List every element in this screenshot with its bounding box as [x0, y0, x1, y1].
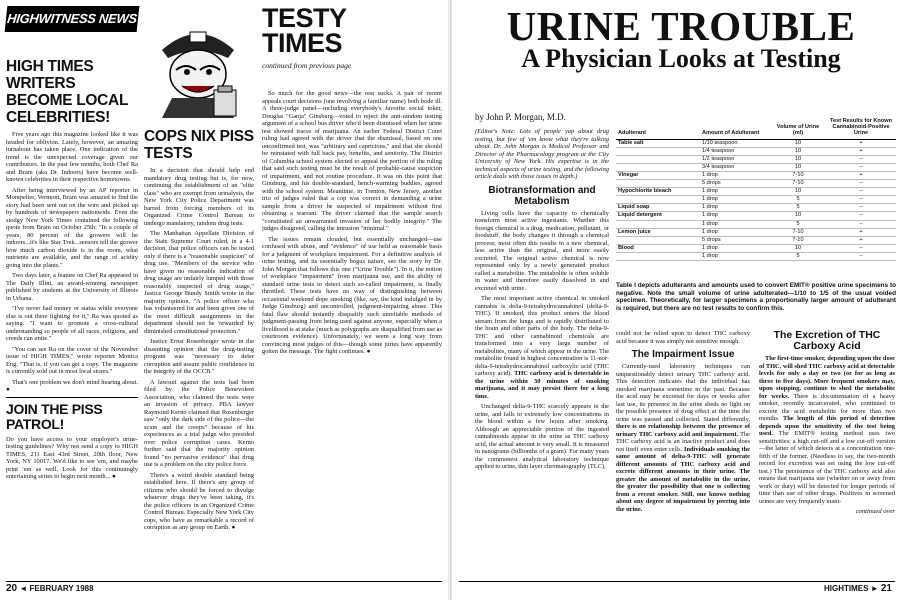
paragraph: A lawsuit against the tests had been filed by the Police Benevolent Association, who claimed the tests were an invasion of privacy. PBA lawyer Raymond Kerno claimed that Rosenberger saw "only the dark side of the police—the scum and the creeps" because of his experiences as a trial judge who presided over police corruption cases. Kerno further said that the majority opinion found "no pervasive evidence" that drug use is a problem on the city police force.: [144, 378, 254, 468]
table-cell: –: [826, 188, 896, 196]
paragraph: Justice Ernst Rosenberger wrote in the dissenting opinion that the drug-testing program was "necessary to deter corruption and assure public confidence in the integrity of the OCCB.": [144, 338, 254, 375]
table-row: [616, 155, 896, 163]
table-header-row: [616, 118, 896, 139]
table-row: [616, 171, 896, 179]
table-cell: 7-10: [770, 228, 826, 236]
folio-month: FEBRUARY 1988: [29, 584, 94, 593]
table-cell: –: [826, 244, 896, 252]
right-folio: [824, 583, 892, 594]
table-cell: 1/10 teaspoon: [700, 139, 770, 147]
bold-text: there is no relationship between the presence of urinary THC carboxy acid and impairment.: [616, 423, 750, 438]
left-column-1: [6, 58, 138, 570]
table-cell: 7-10: [770, 171, 826, 179]
table-cell: Vinegar: [616, 171, 700, 179]
table-row: [616, 228, 896, 236]
paragraph: There's a weird double standard being established here. If there's any group of citizens who should be forced to divulge whatever drugs they've been taking, it's the police officers in an Organized Crime Control Bureau. Especially New York City cops, who have as remarkable a record of corruption as any group on Earth. ●: [144, 471, 254, 531]
table-cell: +: [826, 139, 896, 147]
title-line: TIMES: [262, 28, 343, 58]
table-cell: 1 drop: [700, 252, 770, 260]
table-cell: –: [826, 196, 896, 204]
paragraph: [759, 355, 895, 505]
table-cell: [616, 220, 700, 228]
paragraph: In a decision that should help end mandatory drug testing but is, for now, continuing the establishment of an "elite class" who are exempt from urinalysis, the New York City Police Department was barred from forcing members of its Organized Crime Control Bureau to undergo mandatory, random drug tests.: [144, 167, 254, 227]
continued-from-note: continued from previous page: [262, 61, 352, 70]
table-cell: –: [826, 163, 896, 171]
table-row: [616, 212, 896, 220]
right-column-2: [616, 330, 750, 572]
table-cell: 5 drops: [700, 180, 770, 188]
paragraph: [475, 295, 609, 400]
story-piss-patrol: [6, 436, 138, 481]
column-header: Test Results for Known Cannabinoid-Positive Urine: [826, 118, 896, 139]
table-cell: –: [826, 220, 896, 228]
paragraph: Living cells have the capacity to chemically transform most active ingestants. Whether this foreign chemical is a drug, medication, pollutant, or foodstuff, the body changes it through a chemical process; most often this results in a new chemical, less active than the original, and more easily excreted. The original active chemical is now represented only by a newly generated product called a metabolite. The metabolite is often soluble in water and therefore easily dissolved in and excreted with urine.: [475, 209, 609, 292]
table-cell: 10: [770, 163, 826, 171]
table-cell: Liquid soap: [616, 204, 700, 212]
paragraph: Do you have access to your employer's urine-testing guidelines? Why not send a copy to HIGH TIMES, 211 East 43rd Street, 20th floor, New York, NY 10017. We'd like to see 'em, and maybe print 'em as well. Look for this continuingly entertaining series to begin next month... ●: [6, 435, 138, 480]
table-row: [616, 188, 896, 196]
footer-rule: [6, 581, 442, 582]
table-cell: Table salt: [616, 139, 700, 147]
table-row: [616, 147, 896, 155]
paragraph: After being interviewed by an AP reporter in Montpelier, Vermont, Bram was amazed to find the story had been sent out on the wire and picked up by hundreds of newspapers nationwide. Even the stodgy New York Times contained the following quote from Bram on October 25th: "In a couple of years, 80 percent of the growers will be indoors...it's like Star Trek...sensors tell the grower how much carbon dioxide is in the room, what nutrients are available, and the range of acidity going into the plants.": [6, 186, 138, 269]
column-header: Amount of Adulterant: [700, 118, 770, 139]
table-cell: Blood: [616, 244, 700, 252]
table-cell: 3/4 teaspoon: [700, 163, 770, 171]
table-cell: –: [826, 212, 896, 220]
bold-text: Individuals smoking the same amount of delta-9-THC will generate different amounts of THC carboxy acid and excrete different amounts in their urine. The greater the amount of metabolite in the urine, the greater the possibility that one is collecting from a recent smoker. Still, one knows nothing about any degree of impairment by peering into the urine.: [616, 445, 750, 513]
table-cell: 1 drop: [700, 196, 770, 204]
right-column-3: [759, 330, 895, 572]
left-folio: [6, 583, 94, 594]
page-number: 21: [880, 583, 892, 594]
table-cell: 1 drop: [700, 204, 770, 212]
table-row: [616, 163, 896, 171]
table-cell: 1 drop: [700, 188, 770, 196]
arrow-right-icon: ►: [870, 584, 879, 593]
title-line: TESTY: [262, 3, 347, 33]
continued-over-note: continued over: [855, 508, 895, 515]
table-cell: 5: [770, 252, 826, 260]
footer-rule: [459, 581, 895, 582]
table-row: [616, 252, 896, 260]
subhead-biotransformation: Biotransformation and Metabolism: [488, 184, 596, 207]
paragraph: The issues remain clouded, but essentially unchanged—use confused with abuse, and "evidence" of use held as reasonable basis for a judgment of workplace impairment. For a definitive analysis of urine testing, and its essentially bogus nature, see the story by Dr. John Morgan that follows this one ("Urine Trouble"). In it, the notion of workplace "impairment" from marijuana use, and the ability of standard urine tests to detect such so-called impairment, is finally throttled. These tests have no way of distinguishing between occasional weekend dope smoking (like, say, the kind indulged in by Judge Ginsburg) and uncontrolled, judgment-impairing abuse. This fatal flaw should instantly disqualify such unreliable methods of judgment-passing from being used against anyone, especially when a livelihood is at stake (much as polygraphs are disqualified from use as courtroom evidence). Unfortunately, we seem a long way from convincing most judges of this—though some juries have apparently gotten the message. The fight continues. ●: [262, 235, 442, 355]
table-cell: 1/4 teaspoon: [700, 147, 770, 155]
table-cell: [616, 236, 700, 244]
table-cell: 1 drop: [700, 212, 770, 220]
table-cell: [616, 147, 700, 155]
paragraph: That's one problem we don't mind hearing about. ●: [6, 378, 138, 393]
table-cell: 1 drop: [700, 171, 770, 179]
table-cell: +: [826, 147, 896, 155]
headline-cops-nix-piss-tests: COPS NIX PISS TESTS: [144, 128, 254, 162]
table-cell: 1/2 teaspoon: [700, 155, 770, 163]
folio-label: HIGHTIMES: [824, 584, 869, 593]
table-cell: +: [826, 236, 896, 244]
table-row: [616, 244, 896, 252]
table-cell: 10: [770, 155, 826, 163]
paragraph-text: There is documentation of a heavy smoker, recently incarcerated, who continued to excrete the acid metabolite for more than two months.: [759, 392, 895, 422]
article-subtitle: A Physician Looks at Testing: [521, 44, 841, 73]
right-column-1: [475, 128, 609, 572]
article-title: URINE TROUBLE: [506, 3, 856, 49]
table-cell: [616, 196, 700, 204]
table-cell: [616, 252, 700, 260]
table-cell: 7-10: [770, 180, 826, 188]
story-cops-nix: [144, 167, 254, 532]
bold-text: The first-time smoker, depending upon the dose of THC, will shed THC carboxy acid at detectable levels for only a day or two (or for as long as three to five days). More frequent smokers may, upon stopping, continue to shed the metabolite for weeks.: [759, 355, 895, 400]
table-cell: Hypochlorite bleach: [616, 188, 700, 196]
table-cell: Lemon juice: [616, 228, 700, 236]
table-cell: 5 drops: [700, 236, 770, 244]
table-row: [616, 139, 896, 147]
paragraph-text: The EMIT® testing method uses two sensitivities: a high cut-off and a low cut-off version—the latter of which detects at a concentration one-fifth of the former. (Needless to say, the two-month record for excretion was set using the low cut-off test.) The persistence of the THC carboxy acid also means that marijuana use (whether on or away from work or duty) will be detected for longer periods of time than use of other drugs. Positives in screened urines are very frequently mani-: [759, 430, 895, 505]
table-cell: 10: [770, 244, 826, 252]
paragraph: "I've never had money or status while everyone else is out there fighting for it," Ra was quoted as saying. "I want to promote a cross-cultural understanding so people of all races, religions, and creeds can unite.": [6, 305, 138, 342]
masthead: HIGHWITNESS NEWS: [5, 6, 140, 32]
left-column-2: [144, 128, 254, 570]
table-row: [616, 196, 896, 204]
table-cell: 5: [770, 220, 826, 228]
table-row: [616, 204, 896, 212]
column-header: Volume of Urine (ml): [770, 118, 826, 139]
byline: by John P. Morgan, M.D.: [475, 112, 566, 122]
table-caption: Table I depicts adulterants and amounts used to convert EMIT® positive urine specimens to negative. Note the small volume of urine adulterated—1/10 to 1/5 of the usual voided specimen. Theoretically, for larger specimens a proportionally larger amount of adulterant is required, but there are no test results to confirm this.: [616, 282, 896, 312]
subhead-excretion: The Excretion of THC Carboxy Acid: [773, 330, 881, 352]
testy-times-title: [262, 3, 347, 58]
table-cell: 10: [770, 212, 826, 220]
table-cell: 1 drop: [700, 244, 770, 252]
paragraph: Five years ago this magazine looked like it was headed for oblivion. Lately, however, an amazing turnabout has taken place. One indication of the trend is the unexpected coverage given our contributors. In the past few months, both Chef Ra and Bram (aka Dr. Indoors) have become well-known celebrities in their respective hometowns.: [6, 131, 138, 183]
table-cell: [616, 155, 700, 163]
paragraph: Unchanged delta-9-THC scarcely appears in the urine, and falls to extremely low concentrations in the blood within a few hours after smoking. Although an appreciable portion of the ingested cannabinoids appear in the urine as THC carboxy acid, the actual amount is very small. It is measured in nanograms (billionths of a gram). For many years the commonest analytical laboratory technique applied to urine, thin layer chromatography (TLC),: [475, 403, 609, 470]
table-cell: Liquid detergent: [616, 212, 700, 220]
bold-text: The length of this period of detection depends upon the sensitivity of the test being used.: [759, 415, 895, 437]
cop-cartoon-illustration: [152, 10, 244, 118]
table-cell: +: [826, 228, 896, 236]
table-cell: [616, 163, 700, 171]
table-cell: 1 drop: [700, 228, 770, 236]
headline-high-times-writers: HIGH TIMES WRITERS BECOME LOCAL CELEBRITIES!: [6, 58, 128, 126]
bold-text: THC carboxy acid is detectable in the urine within 30 minutes of smoking marijuana, and it may persist there for a long time.: [475, 370, 609, 400]
table-cell: 1 drop: [700, 220, 770, 228]
right-page: [450, 0, 900, 600]
table-body: [616, 139, 896, 260]
divider: [6, 397, 138, 398]
story-celebrities: [6, 131, 138, 394]
table-cell: [616, 180, 700, 188]
editors-note: (Editor's Note: Lots of people yap about drug testing, but few of 'em know what they're talking about. Dr. John Morgan is Medical Professor and Director of the Pharmacology program at the City University of New York. His expertise is in the technical aspects of urine testing, and the following article deals with those issues in depth.): [475, 128, 609, 180]
paragraph: "You can see Ra on the cover of the November issue of HIGH TIMES," wrote reporter Monica Eng. "That is, if you can get a copy. The magazine is currently sold out in most local stores.": [6, 345, 138, 375]
adulterant-results-table: [616, 118, 896, 261]
table-cell: 7-10: [770, 236, 826, 244]
paragraph: The Manhattan Appellate Division of the State Supreme Court ruled, in a 4-1 decision, that police officers can be tested only if there is a "reasonable suspicion" of drug use. "Members of the service who have given no reasonable indication of drug usage are unfairly lumped with those reasonably suspected of drug usage," Justice George Bundy Smith wrote in the majority opinion. "A police officer who has volunteered for and been given one of the most difficult assignments in the department should not be 'rewarded' by diminished constitutional protection.": [144, 230, 254, 335]
left-column-3: [262, 90, 442, 570]
paragraph-text: Currently-used laboratory techniques can unquestionably detect urinary THC carboxy acid. This detection indicates that the individual has smoked marijuana sometime in the past. Because the acid may be excreted for days or weeks after last use, its presence in the urine sheds no light on the possible presence of drug effect at the time the urine was passed and collected. Stated differently,: [616, 363, 750, 423]
table-cell: –: [826, 180, 896, 188]
table-row: [616, 236, 896, 244]
column-header: Adulterant: [616, 118, 700, 139]
headline-piss-patrol: JOIN THE PISS PATROL!: [6, 400, 103, 432]
table-cell: 10: [770, 188, 826, 196]
paragraph: Two days later, a feature on Chef Ra appeared in The Daily Illini, an award-winning newspaper published by students at the University of Illinois in Urbana.: [6, 272, 138, 302]
paragraph-text: The most important active chemical in smoked cannabis is delta-9-tetrahydrocannabinol (delta-9-THC). If smoked, this product enters the blood stream from the lungs and is rapidly distributed to the brain and other parts of the body. The delta-9-THC and other cannabinoid chemicals are transformed into a very large number of metabolites, many of which appear in the urine. The metabolite found in highest concentration is 11-nor-delta-9-tetrahydrocannabinol carboxylic acid (THC carboxy acid).: [475, 295, 609, 377]
paragraph: So much for the good news—the rest sucks. A pair of recent appeals court decisions (one involving a familiar name) both bode ill. A three-judge panel—including everybody's favorite social toker, Douglas "Ganja" Ginsburg—voted to reject the anti-random testing argument of a school bus driver who'd been dismissed when her urine test showed traces of marijuana. An earlier Federal District Court ruling had agreed with the driver that the dismissal, based on one unconfirmed test, was "arbitrary and capricious," and that she should be reinstated with full back pay, benefits, and seniority. The District of Columbia school system elected to appeal the portion of the ruling that said such testing must be the result of probable-cause suspicion of impairment, and not routine procedure. It was on this point that Ginsburg, and his double-standard, bench-warming buddies, agreed with the school system. Meantime, in Trenton, New Jersey, another trio of judges ruled that a cop was correct in demanding a urine sample from a driver he suspected of impairment without first obtaining a warrant. The driver claimed that the sample search "constituted an unwarranted invasion of her bodily integrity." The judges disagreed, calling the intrusion "minimal.": [262, 90, 442, 232]
paragraph: could not be relied upon to detect THC carboxy acid because it was simply not sensitive enough.: [616, 330, 750, 345]
subhead-impairment: The Impairment Issue: [631, 349, 735, 360]
paragraph: [616, 363, 750, 513]
table-cell: –: [826, 155, 896, 163]
table-row: [616, 220, 896, 228]
table-cell: 5: [770, 196, 826, 204]
arrow-left-icon: ◄: [19, 584, 28, 593]
table-cell: –: [826, 252, 896, 260]
paragraph-text: The THC carboxy acid is an inactive product and does not itself even enter cells.: [616, 430, 750, 453]
table-cell: 10: [770, 139, 826, 147]
table-row: [616, 180, 896, 188]
table-cell: 10: [770, 147, 826, 155]
table-cell: 5: [770, 204, 826, 212]
table-cell: +: [826, 171, 896, 179]
table-cell: –: [826, 204, 896, 212]
page-number: 20: [6, 583, 18, 594]
